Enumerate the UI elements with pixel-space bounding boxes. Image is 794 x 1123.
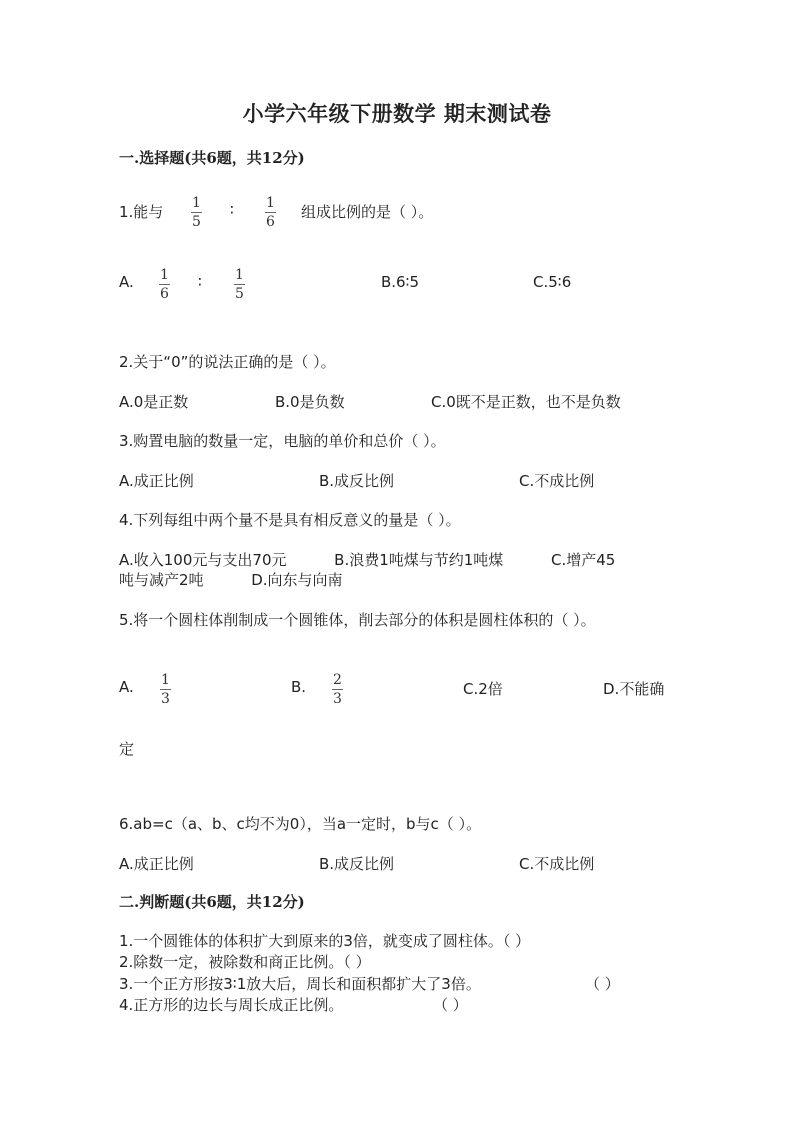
q1-option-a-fraction-1	[158, 267, 171, 302]
q1-colon: ∶	[230, 201, 234, 219]
q3-option-c: C.不成比例	[519, 472, 595, 490]
q5-option-b-label: B.	[291, 678, 307, 696]
q6-option-a: A.成正比例	[119, 855, 194, 873]
q1-fraction-1	[190, 195, 203, 230]
q1-prefix: 1.能与	[119, 203, 164, 221]
fraction-bar	[159, 284, 170, 285]
q1-fraction-2	[264, 195, 277, 230]
fraction-bar	[160, 689, 171, 690]
fraction-numerator: 1	[235, 267, 244, 283]
fraction-denominator: 5	[235, 286, 244, 302]
section-heading-choice: 一.选择题(共6题，共12分)	[119, 149, 305, 167]
q2-option-a: A.0是正数	[119, 393, 189, 411]
judgment-item-4: 4.正方形的边长与周长成正比例。	[119, 996, 344, 1014]
fraction-bar	[234, 284, 245, 285]
q1-option-a-label: A.	[119, 273, 134, 291]
fraction-numerator: 1	[266, 195, 275, 211]
q3-option-a: A.成正比例	[119, 472, 194, 490]
q5-text: 5.将一个圆柱体削制成一个圆锥体，削去部分的体积是圆柱体积的（ ）。	[119, 611, 596, 629]
q3-option-b: B.成反比例	[319, 472, 395, 490]
fraction-denominator: 3	[161, 691, 170, 707]
fraction-bar	[191, 212, 202, 213]
fraction-bar	[332, 689, 343, 690]
judgment-item-3: 3.一个正方形按3∶1放大后，周长和面积都扩大了3倍。	[119, 975, 481, 993]
q6-option-b: B.成反比例	[319, 855, 395, 873]
q4-text: 4.下列每组中两个量不是具有相反意义的量是（ ）。	[119, 511, 461, 529]
fraction-numerator: 2	[333, 672, 342, 688]
q4-options-line-1: A.收入100元与支出70元 B.浪费1吨煤与节约1吨煤 C.增产45	[119, 551, 616, 569]
q1-suffix: 组成比例的是（ ）。	[301, 203, 434, 221]
fraction-numerator: 1	[192, 195, 201, 211]
fraction-numerator: 1	[161, 672, 170, 688]
judgment-item-4-answer-parens: （ ）	[433, 996, 468, 1014]
q5-option-d-continued: 定	[119, 740, 135, 758]
q1-option-a-colon: ∶	[198, 273, 202, 291]
q4-options-line-2: 吨与减产2吨 D.向东与向南	[119, 571, 343, 589]
fraction-denominator: 6	[160, 286, 169, 302]
q2-option-c: C.0既不是正数，也不是负数	[431, 393, 621, 411]
q1-option-c: C.5∶6	[533, 273, 572, 291]
q3-text: 3.购置电脑的数量一定，电脑的单价和总价（ ）。	[119, 432, 446, 450]
judgment-item-2: 2.除数一定，被除数和商正比例。（ ）	[119, 953, 371, 971]
judgment-item-3-answer-parens: （ ）	[585, 975, 620, 993]
q5-option-a-fraction	[159, 672, 172, 707]
q6-option-c: C.不成比例	[519, 855, 595, 873]
page-title: 小学六年级下册数学 期末测试卷	[242, 101, 552, 126]
judgment-item-1: 1.一个圆锥体的体积扩大到原来的3倍，就变成了圆柱体。（ ）	[119, 932, 531, 950]
q1-option-b: B.6∶5	[381, 273, 420, 291]
q1-option-a-fraction-2	[233, 267, 246, 302]
q5-option-c: C.2倍	[463, 680, 503, 698]
q6-text: 6.ab=c（a、b、c均不为0），当a一定时，b与c（ ）。	[119, 815, 482, 833]
fraction-bar	[265, 212, 276, 213]
fraction-denominator: 3	[333, 691, 342, 707]
q5-option-b-fraction	[331, 672, 344, 707]
fraction-denominator: 5	[192, 214, 201, 230]
fraction-numerator: 1	[160, 267, 169, 283]
q2-option-b: B.0是负数	[275, 393, 345, 411]
q5-option-a-label: A.	[119, 678, 134, 696]
fraction-denominator: 6	[266, 214, 275, 230]
section-heading-judgment: 二.判断题(共6题，共12分)	[119, 893, 305, 911]
q5-option-d: D.不能确	[603, 680, 665, 698]
q2-text: 2.关于“0”的说法正确的是（ ）。	[119, 353, 336, 371]
